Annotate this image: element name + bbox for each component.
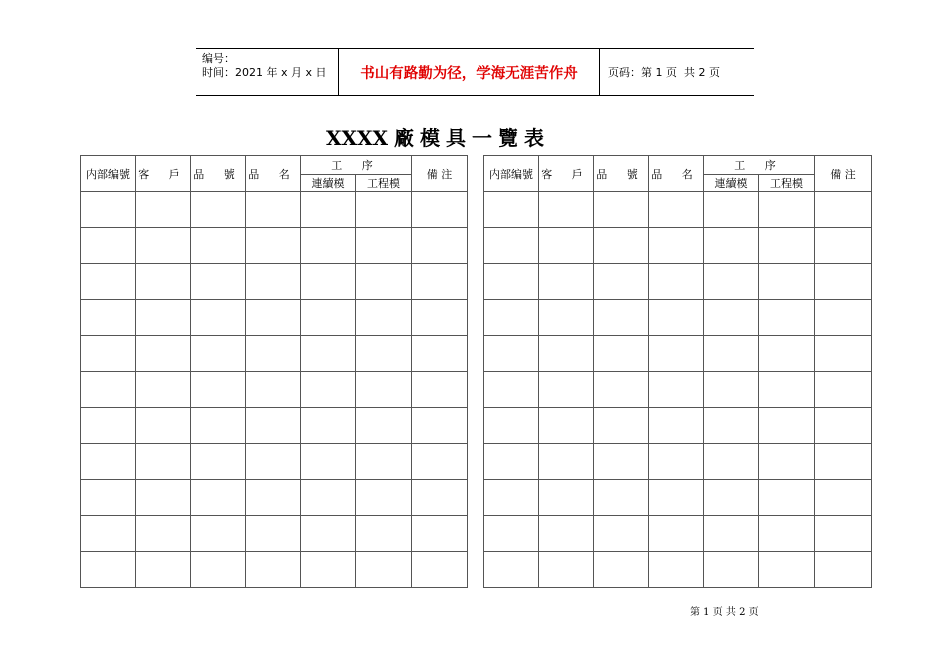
table-cell[interactable] bbox=[539, 408, 594, 444]
table-cell[interactable] bbox=[81, 480, 136, 516]
table-cell[interactable] bbox=[539, 228, 594, 264]
title-part: 廠 bbox=[394, 126, 415, 150]
table-cell[interactable] bbox=[136, 372, 191, 408]
table-cell[interactable] bbox=[594, 516, 649, 552]
table-cell[interactable] bbox=[301, 300, 356, 336]
table-cell[interactable] bbox=[136, 336, 191, 372]
table-cell[interactable] bbox=[484, 228, 539, 264]
table-cell[interactable] bbox=[301, 228, 356, 264]
table-cell[interactable] bbox=[356, 264, 412, 300]
table-cell[interactable] bbox=[594, 192, 649, 228]
table-cell[interactable] bbox=[815, 480, 872, 516]
table-cell[interactable] bbox=[539, 264, 594, 300]
col-part-no: 品 號 bbox=[191, 156, 246, 192]
table-cell[interactable] bbox=[81, 336, 136, 372]
table-cell[interactable] bbox=[81, 228, 136, 264]
table-cell[interactable] bbox=[484, 192, 539, 228]
table-row bbox=[484, 300, 872, 336]
table-cell[interactable] bbox=[704, 372, 759, 408]
table-cell[interactable] bbox=[484, 444, 539, 480]
table-cell[interactable] bbox=[815, 408, 872, 444]
table-cell[interactable] bbox=[81, 444, 136, 480]
page-info-text: 页码：第 1 页 共 2 页 bbox=[608, 66, 720, 79]
table-cell[interactable] bbox=[412, 480, 468, 516]
table-row bbox=[81, 408, 468, 444]
table-cell[interactable] bbox=[136, 300, 191, 336]
table-cell[interactable] bbox=[539, 552, 594, 588]
table-cell[interactable] bbox=[246, 264, 301, 300]
table-row bbox=[484, 408, 872, 444]
table-row bbox=[484, 228, 872, 264]
table-cell[interactable] bbox=[594, 480, 649, 516]
table-cell[interactable] bbox=[594, 264, 649, 300]
table-cell[interactable] bbox=[81, 300, 136, 336]
table-cell[interactable] bbox=[356, 228, 412, 264]
table-cell[interactable] bbox=[246, 516, 301, 552]
table-row bbox=[81, 228, 468, 264]
table-cell[interactable] bbox=[649, 300, 704, 336]
table-cell[interactable] bbox=[301, 552, 356, 588]
table-row bbox=[81, 516, 468, 552]
table-cell[interactable] bbox=[246, 192, 301, 228]
table-cell[interactable] bbox=[539, 300, 594, 336]
table-cell[interactable] bbox=[539, 480, 594, 516]
table-row bbox=[484, 444, 872, 480]
table-cell[interactable] bbox=[81, 372, 136, 408]
table-cell[interactable] bbox=[301, 264, 356, 300]
title-part: 覽 bbox=[498, 126, 519, 150]
table-body bbox=[484, 192, 872, 588]
table-cell[interactable] bbox=[246, 336, 301, 372]
table-cell[interactable] bbox=[484, 372, 539, 408]
table-cell[interactable] bbox=[356, 408, 412, 444]
table-cell[interactable] bbox=[136, 480, 191, 516]
table-cell[interactable] bbox=[412, 300, 468, 336]
table-cell[interactable] bbox=[484, 552, 539, 588]
header-left-cell bbox=[196, 49, 338, 95]
table-row bbox=[81, 336, 468, 372]
table-cell[interactable] bbox=[301, 372, 356, 408]
table-cell[interactable] bbox=[356, 336, 412, 372]
table-cell[interactable] bbox=[704, 516, 759, 552]
table-cell[interactable] bbox=[136, 444, 191, 480]
table-cell[interactable] bbox=[649, 372, 704, 408]
table-cell[interactable] bbox=[759, 480, 815, 516]
table-cell[interactable] bbox=[539, 516, 594, 552]
table-cell[interactable] bbox=[649, 480, 704, 516]
col-internal-no: 内部编號 bbox=[484, 156, 539, 192]
col-remarks: 備 注 bbox=[412, 156, 468, 192]
table-cell[interactable] bbox=[356, 480, 412, 516]
table-cell[interactable] bbox=[136, 516, 191, 552]
table-cell[interactable] bbox=[649, 408, 704, 444]
table-cell[interactable] bbox=[594, 552, 649, 588]
table-cell[interactable] bbox=[81, 264, 136, 300]
col-process: 工 序 bbox=[704, 156, 815, 175]
table-cell[interactable] bbox=[484, 408, 539, 444]
title-part: XXXX bbox=[325, 126, 389, 150]
table-cell[interactable] bbox=[815, 336, 872, 372]
table-cell[interactable] bbox=[412, 228, 468, 264]
table-cell[interactable] bbox=[356, 552, 412, 588]
table-row bbox=[81, 552, 468, 588]
table-cell[interactable] bbox=[356, 516, 412, 552]
table-cell[interactable] bbox=[594, 300, 649, 336]
page-info bbox=[600, 49, 754, 95]
table-cell[interactable] bbox=[246, 228, 301, 264]
table-cell[interactable] bbox=[815, 192, 872, 228]
table-cell[interactable] bbox=[815, 372, 872, 408]
title-part: 一 bbox=[472, 126, 493, 150]
table-cell[interactable] bbox=[704, 300, 759, 336]
table-cell[interactable] bbox=[704, 336, 759, 372]
table-row bbox=[484, 480, 872, 516]
table-cell[interactable] bbox=[815, 264, 872, 300]
col-progressive: 連續模 bbox=[301, 175, 356, 192]
table-cell[interactable] bbox=[539, 336, 594, 372]
table-cell[interactable] bbox=[412, 408, 468, 444]
table-cell[interactable] bbox=[815, 552, 872, 588]
table-cell[interactable] bbox=[191, 372, 246, 408]
table-cell[interactable] bbox=[191, 408, 246, 444]
table-cell[interactable] bbox=[356, 444, 412, 480]
table-cell[interactable] bbox=[759, 372, 815, 408]
table-cell[interactable] bbox=[539, 444, 594, 480]
table-row bbox=[81, 444, 468, 480]
col-part-name: 品 名 bbox=[649, 156, 704, 192]
table-cell[interactable] bbox=[704, 228, 759, 264]
document-header bbox=[196, 48, 754, 96]
table-cell[interactable] bbox=[246, 480, 301, 516]
col-remarks: 備 注 bbox=[815, 156, 872, 192]
table-cell[interactable] bbox=[191, 300, 246, 336]
table-cell[interactable] bbox=[301, 192, 356, 228]
table-cell[interactable] bbox=[136, 264, 191, 300]
table-cell[interactable] bbox=[484, 336, 539, 372]
table-cell[interactable] bbox=[704, 408, 759, 444]
table-cell[interactable] bbox=[301, 480, 356, 516]
table-cell[interactable] bbox=[81, 408, 136, 444]
table-cell[interactable] bbox=[136, 552, 191, 588]
table-row bbox=[81, 300, 468, 336]
table-cell[interactable] bbox=[759, 228, 815, 264]
table-cell[interactable] bbox=[649, 192, 704, 228]
table-row bbox=[81, 264, 468, 300]
table-cell[interactable] bbox=[191, 336, 246, 372]
table-cell[interactable] bbox=[759, 444, 815, 480]
table-cell[interactable] bbox=[412, 192, 468, 228]
table-cell[interactable] bbox=[539, 372, 594, 408]
table-cell[interactable] bbox=[815, 228, 872, 264]
table-cell[interactable] bbox=[759, 192, 815, 228]
table-cell[interactable] bbox=[594, 336, 649, 372]
table-cell[interactable] bbox=[484, 264, 539, 300]
table-cell[interactable] bbox=[191, 444, 246, 480]
col-engineering: 工程模 bbox=[759, 175, 815, 192]
mold-table-right bbox=[483, 155, 872, 588]
table-cell[interactable] bbox=[412, 264, 468, 300]
table-cell[interactable] bbox=[301, 336, 356, 372]
table-row bbox=[81, 372, 468, 408]
table-cell[interactable] bbox=[539, 192, 594, 228]
table-cell[interactable] bbox=[649, 228, 704, 264]
table-cell[interactable] bbox=[191, 264, 246, 300]
table-cell[interactable] bbox=[759, 516, 815, 552]
col-customer: 客 戶 bbox=[539, 156, 594, 192]
table-cell[interactable] bbox=[191, 516, 246, 552]
title-part: 具 bbox=[446, 126, 467, 150]
page-footer: 第 1 页 共 2 页 bbox=[690, 607, 759, 618]
table-cell[interactable] bbox=[81, 516, 136, 552]
table-row bbox=[484, 336, 872, 372]
table-cell[interactable] bbox=[484, 300, 539, 336]
table-cell[interactable] bbox=[704, 444, 759, 480]
table-cell[interactable] bbox=[594, 408, 649, 444]
table-cell[interactable] bbox=[704, 264, 759, 300]
table-row bbox=[484, 516, 872, 552]
col-customer: 客 戶 bbox=[136, 156, 191, 192]
table-cell[interactable] bbox=[412, 444, 468, 480]
table-cell[interactable] bbox=[356, 372, 412, 408]
table-cell[interactable] bbox=[301, 516, 356, 552]
table-cell[interactable] bbox=[649, 516, 704, 552]
table-row bbox=[81, 192, 468, 228]
table-cell[interactable] bbox=[815, 444, 872, 480]
table-cell[interactable] bbox=[191, 192, 246, 228]
table-cell[interactable] bbox=[246, 444, 301, 480]
table-cell[interactable] bbox=[759, 408, 815, 444]
col-engineering: 工程模 bbox=[356, 175, 412, 192]
col-part-name: 品 名 bbox=[246, 156, 301, 192]
table-cell[interactable] bbox=[301, 444, 356, 480]
table-cell[interactable] bbox=[191, 552, 246, 588]
page-title bbox=[300, 122, 570, 151]
motto-text: 书山有路勤为径，学海无涯苦作舟 bbox=[338, 49, 600, 95]
table-cell[interactable] bbox=[412, 336, 468, 372]
table-row bbox=[81, 480, 468, 516]
table-cell[interactable] bbox=[704, 552, 759, 588]
table-cell[interactable] bbox=[649, 444, 704, 480]
title-part: 表 bbox=[524, 126, 545, 150]
table-cell[interactable] bbox=[815, 516, 872, 552]
table-cell[interactable] bbox=[759, 336, 815, 372]
table-row bbox=[484, 264, 872, 300]
table-cell[interactable] bbox=[594, 444, 649, 480]
col-part-no: 品 號 bbox=[594, 156, 649, 192]
table-cell[interactable] bbox=[136, 228, 191, 264]
table-cell[interactable] bbox=[704, 192, 759, 228]
col-process: 工 序 bbox=[301, 156, 412, 175]
table-body bbox=[81, 192, 468, 588]
title-part: 模 bbox=[420, 126, 441, 150]
table-cell[interactable] bbox=[191, 480, 246, 516]
table-cell[interactable] bbox=[649, 264, 704, 300]
table-cell[interactable] bbox=[356, 300, 412, 336]
number-label: 编号： bbox=[202, 52, 235, 65]
table-cell[interactable] bbox=[649, 336, 704, 372]
table-cell[interactable] bbox=[136, 408, 191, 444]
table-cell[interactable] bbox=[136, 192, 191, 228]
table-row bbox=[484, 372, 872, 408]
col-internal-no: 内部编號 bbox=[81, 156, 136, 192]
table-cell[interactable] bbox=[594, 372, 649, 408]
table-row bbox=[484, 552, 872, 588]
table-cell[interactable] bbox=[81, 192, 136, 228]
col-progressive: 連續模 bbox=[704, 175, 759, 192]
table-cell[interactable] bbox=[704, 480, 759, 516]
table-cell[interactable] bbox=[412, 552, 468, 588]
table-cell[interactable] bbox=[246, 552, 301, 588]
table-cell[interactable] bbox=[594, 228, 649, 264]
table-cell[interactable] bbox=[412, 372, 468, 408]
table-cell[interactable] bbox=[356, 192, 412, 228]
table-cell[interactable] bbox=[759, 552, 815, 588]
table-cell[interactable] bbox=[81, 552, 136, 588]
table-cell[interactable] bbox=[191, 228, 246, 264]
table-cell[interactable] bbox=[759, 264, 815, 300]
table-cell[interactable] bbox=[246, 300, 301, 336]
table-cell[interactable] bbox=[246, 408, 301, 444]
mold-table-left bbox=[80, 155, 468, 588]
table-row bbox=[484, 192, 872, 228]
table-cell[interactable] bbox=[301, 408, 356, 444]
table-cell[interactable] bbox=[649, 552, 704, 588]
time-label: 时间：2021 年 x 月 x 日 bbox=[202, 66, 327, 79]
table-cell[interactable] bbox=[246, 372, 301, 408]
table-cell[interactable] bbox=[759, 300, 815, 336]
table-cell[interactable] bbox=[412, 516, 468, 552]
table-cell[interactable] bbox=[484, 516, 539, 552]
table-cell[interactable] bbox=[815, 300, 872, 336]
table-cell[interactable] bbox=[484, 480, 539, 516]
